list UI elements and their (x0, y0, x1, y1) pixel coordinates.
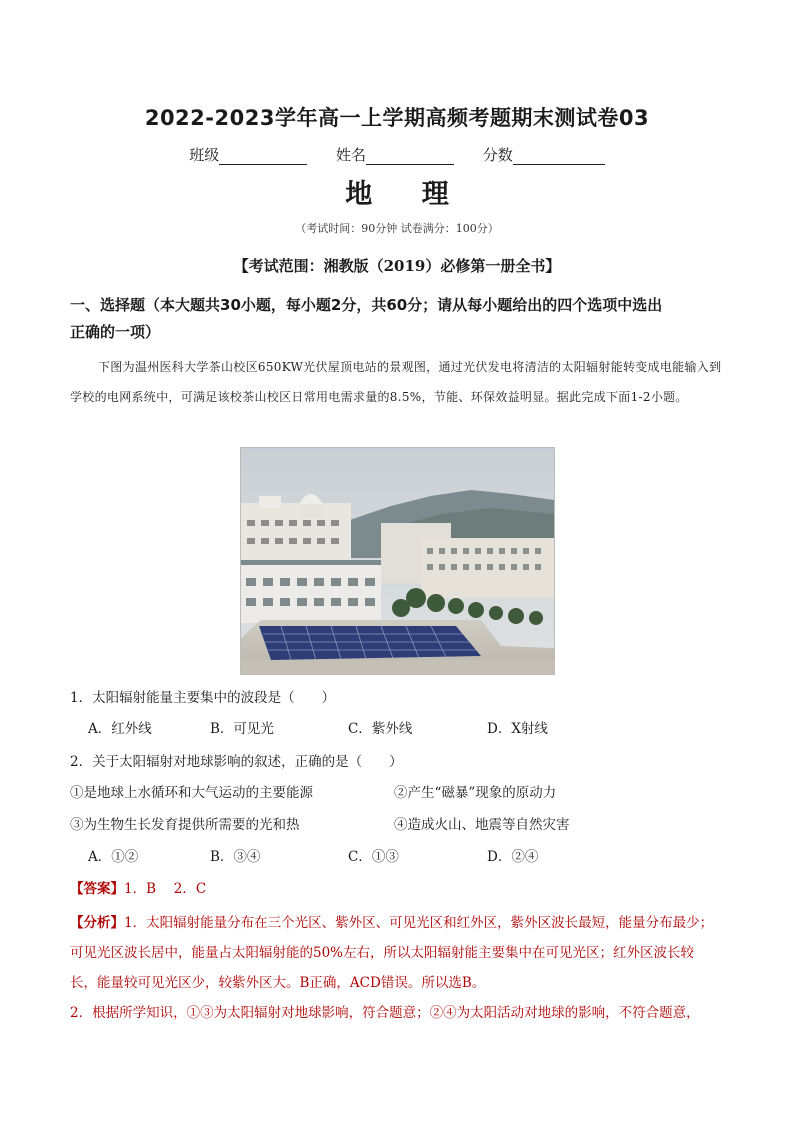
q2-statement-3: ③为生物生长发育提供所需要的光和热 (70, 817, 300, 833)
exam-range: 【考试范围：湘教版（2019）必修第一册全书】 (233, 257, 561, 275)
score-blank[interactable] (513, 148, 605, 165)
q1-option-d[interactable]: D．X射线 (487, 721, 548, 737)
analysis-block (70, 908, 730, 1028)
name-field (336, 144, 454, 165)
name-label: 姓名 (335, 146, 366, 164)
subject-title: 地 理 (345, 179, 469, 210)
section-heading-line2: 正确的一项） (70, 323, 161, 341)
analysis-tag: 【分析】 (70, 915, 124, 931)
q2-statement-2: ②产生“磁暴”现象的原动力 (394, 785, 557, 801)
class-field (189, 144, 307, 165)
question-intro: 下图为温州医科大学茶山校区650KW光伏屋顶电站的景观图，通过光伏发电将清洁的太阳辐射能转变成电能输入到学校的电网系统中，可满足该校茶山校区日常用电需求量的8.5%，节能、环保效益明显。据此完成下面1-2小题。 (70, 360, 722, 404)
class-blank[interactable] (219, 148, 307, 165)
q2-option-c[interactable]: C．①③ (348, 849, 399, 865)
question-2-stem: 2．关于太阳辐射对地球影响的叙述，正确的是（ ） (70, 754, 403, 770)
exam-note: （考试时间：90分钟 试卷满分：100分） (295, 222, 499, 235)
answer-tag: 【答案】 (70, 881, 124, 897)
q2-option-d[interactable]: D．②④ (487, 849, 539, 865)
section-heading-line1: 一、选择题（本大题共30小题，每小题2分，共60分；请从每小题给出的四个选项中选出 (70, 296, 663, 314)
name-blank[interactable] (366, 148, 454, 165)
analysis-line-4: 2．根据所学知识，①③为太阳辐射对地球影响，符合题意；②④为太阳活动对地球的影响，不符合题意， (70, 1005, 700, 1021)
score-label: 分数 (482, 146, 513, 164)
q2-statement-1: ①是地球上水循环和大气运动的主要能源 (70, 785, 313, 801)
section-heading (70, 292, 730, 346)
q1-option-c[interactable]: C．紫外线 (348, 721, 413, 737)
solar-rooftop-photo (240, 447, 555, 675)
analysis-line-3: 长，能量较可见光区少，较紫外区大。B正确，ACD错误。所以选B。 (70, 975, 486, 991)
q1-option-a[interactable]: A．红外线 (88, 721, 152, 737)
answer-line (70, 877, 206, 897)
q2-option-b[interactable]: B．③④ (210, 849, 261, 865)
student-info-line (0, 144, 794, 165)
q2-statement-4: ④造成火山、地震等自然灾害 (394, 817, 570, 833)
q1-option-b[interactable]: B．可见光 (210, 721, 274, 737)
analysis-line-1-text: 1．太阳辐射能量分布在三个光区、紫外区、可见光区和红外区，紫外区波长最短，能量分布最少； (124, 915, 714, 931)
class-label: 班级 (189, 146, 220, 164)
exam-title: 2022-2023学年高一上学期高频考题期末测试卷03 (144, 106, 650, 130)
analysis-line-1 (70, 908, 730, 938)
q2-option-a[interactable]: A．①② (88, 849, 139, 865)
analysis-line-2: 可见光区波长居中，能量占太阳辐射能的50%左右，所以太阳辐射能主要集中在可见光区；红外区波长较 (70, 945, 695, 961)
question-1-stem: 1．太阳辐射能量主要集中的波段是（ ） (70, 690, 336, 706)
answer-text: 1．B 2．C (124, 881, 207, 897)
score-field (483, 144, 605, 165)
